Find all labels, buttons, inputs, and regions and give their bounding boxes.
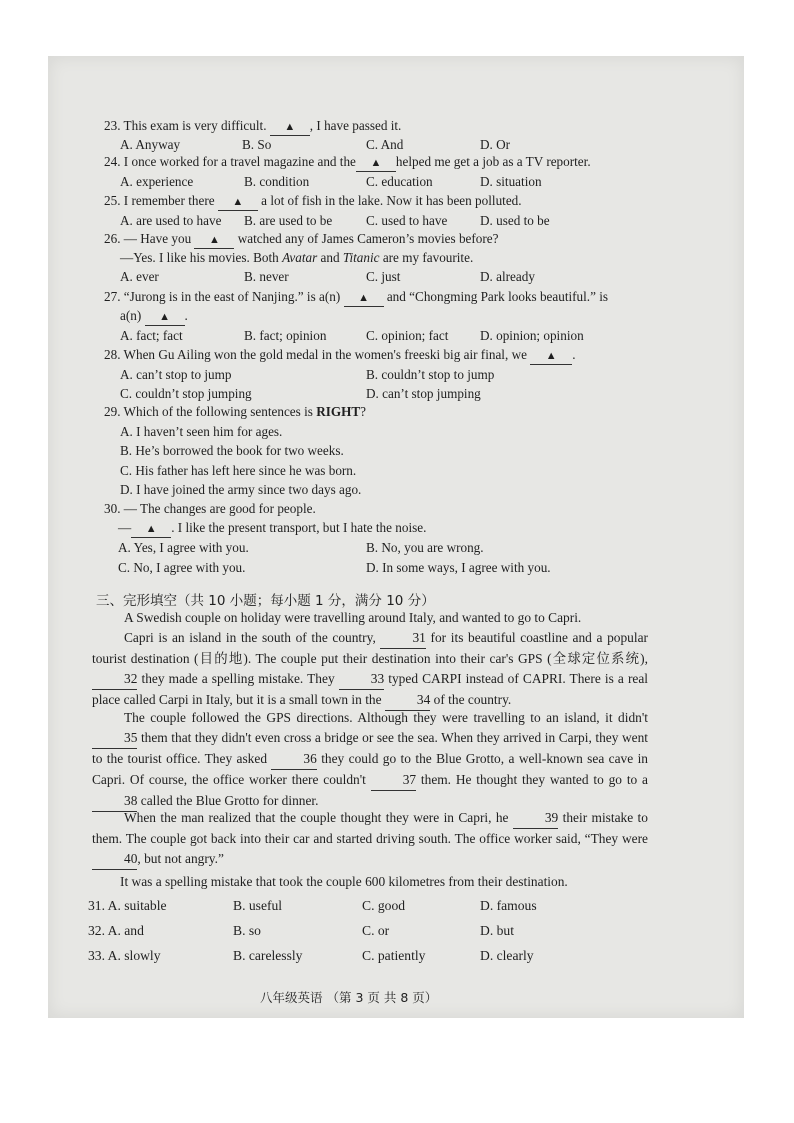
q27-opt-c: C. opinion; fact [366,328,449,343]
q29-opt-a: A. I haven’t seen him for ages. [120,424,283,439]
q26-opt-b: B. never [244,269,289,284]
q33-opt-b: B. carelessly [233,948,303,963]
q26-opt-d: D. already [480,269,535,284]
passage-paragraph-3: The couple followed the GPS directions. Although they were travelling to an island, it didn't 35 them that they didn't even cross a bridge or see the sea. When they arrived in Carpi, they went to the tourist office. They asked 36 they could go to the Blue Grotto, a well-known sea cave in Capri. Of course, the office worker there couldn't 37 them. He thought they wanted to go to a 38 called the Blue Grotto for dinner. [92,708,648,812]
q27-opt-a: A. fact; fact [120,328,183,343]
q25-opt-a: A. are used to have [120,213,222,228]
q33-opt-d: D. clearly [480,948,534,963]
q25-opt-d: D. used to be [480,213,550,228]
q32-opt-a: 32. A. and [88,923,144,938]
question-28: 28. When Gu Ailing won the gold medal in the women's freeski big air final, we ▲ . [104,347,576,365]
q29-opt-b: B. He’s borrowed the book for two weeks. [120,443,344,458]
q30-opt-b: B. No, you are wrong. [366,540,484,555]
q27-opt-d: D. opinion; opinion [480,328,584,343]
question-29: 29. Which of the following sentences is RIGHT? [104,404,367,419]
question-27-line2: a(n) ▲ . [120,308,188,326]
passage-paragraph-2: Capri is an island in the south of the country, 31 for its beautiful coastline and a popular tourist destination (目的地). The couple put their destination into their car's GPS (全球定位系统), 32 they made a spelling mistake. They 33 typed CARPI instead of CAPRI. There is a real place called Carpi in Italy, but it is a small town in the 34 of the country. [92,628,648,711]
q28-opt-d: D. can’t stop jumping [366,386,481,401]
q25-opt-c: C. used to have [366,213,448,228]
answer-blank: ▲ [270,118,310,136]
q28-opt-b: B. couldn’t stop to jump [366,367,495,382]
q31-opt-d: D. famous [480,898,537,913]
q26-opt-a: A. ever [120,269,159,284]
q23-opt-c: C. And [366,137,404,152]
q23-opt-d: D. Or [480,137,511,152]
q24-opt-d: D. situation [480,174,542,189]
passage-paragraph-4: When the man realized that the couple thought they were in Capri, he 39 their mistake to them. The couple got back into their car and started driving south. The office worker said, “They were 40, but not angry.” [92,808,648,870]
question-24: 24. I once worked for a travel magazine and the ▲ helped me get a job as a TV reporter. [104,154,591,172]
passage-paragraph-5: It was a spelling mistake that took the couple 600 kilometres from their destination. [120,874,568,889]
passage-paragraph-1: A Swedish couple on holiday were travelling around Italy, and wanted to go to Capri. [124,610,582,625]
exam-page [48,56,744,1018]
q31-opt-a: 31. A. suitable [88,898,167,913]
q24-opt-b: B. condition [244,174,310,189]
q31-opt-c: C. good [362,898,406,913]
question-26-reply: —Yes. I like his movies. Both Avatar and Titanic are my favourite. [120,250,474,265]
question-25: 25. I remember there ▲ a lot of fish in the lake. Now it has been polluted. [104,193,522,211]
q23-opt-a: A. Anyway [120,137,181,152]
section-heading: 三、完形填空（共 10 小题；每小题 1 分，满分 10 分） [96,593,435,609]
q27-opt-b: B. fact; opinion [244,328,327,343]
q30-opt-d: D. In some ways, I agree with you. [366,560,551,575]
q25-opt-b: B. are used to be [244,213,333,228]
q23-opt-b: B. So [242,137,272,152]
q32-opt-c: C. or [362,923,390,938]
q28-opt-c: C. couldn’t stop jumping [120,386,252,401]
question-26: 26. — Have you ▲ watched any of James Cameron’s movies before? [104,231,499,249]
q30-opt-a: A. Yes, I agree with you. [118,540,249,555]
q29-opt-d: D. I have joined the army since two days ago. [120,482,362,497]
q33-opt-a: 33. A. slowly [88,948,161,963]
question-30-reply: — ▲ . I like the present transport, but I hate the noise. [118,520,426,538]
q28-opt-a: A. can’t stop to jump [120,367,232,382]
q24-opt-a: A. experience [120,174,194,189]
question-23: 23. This exam is very difficult. ▲ , I have passed it. [104,118,401,136]
q30-opt-c: C. No, I agree with you. [118,560,246,575]
q31-opt-b: B. useful [233,898,283,913]
q32-opt-b: B. so [233,923,261,938]
question-30: 30. — The changes are good for people. [104,501,316,516]
question-27: 27. “Jurong is in the east of Nanjing.” is a(n) ▲ and “Chongming Park looks beautiful.” is [104,289,608,307]
q32-opt-d: D. but [480,923,514,938]
q29-opt-c: C. His father has left here since he was born. [120,463,357,478]
q26-opt-c: C. just [366,269,401,284]
q33-opt-c: C. patiently [362,948,426,963]
page-footer: 八年级英语 （第 3 页 共 8 页） [260,990,438,1005]
q24-opt-c: C. education [366,174,433,189]
